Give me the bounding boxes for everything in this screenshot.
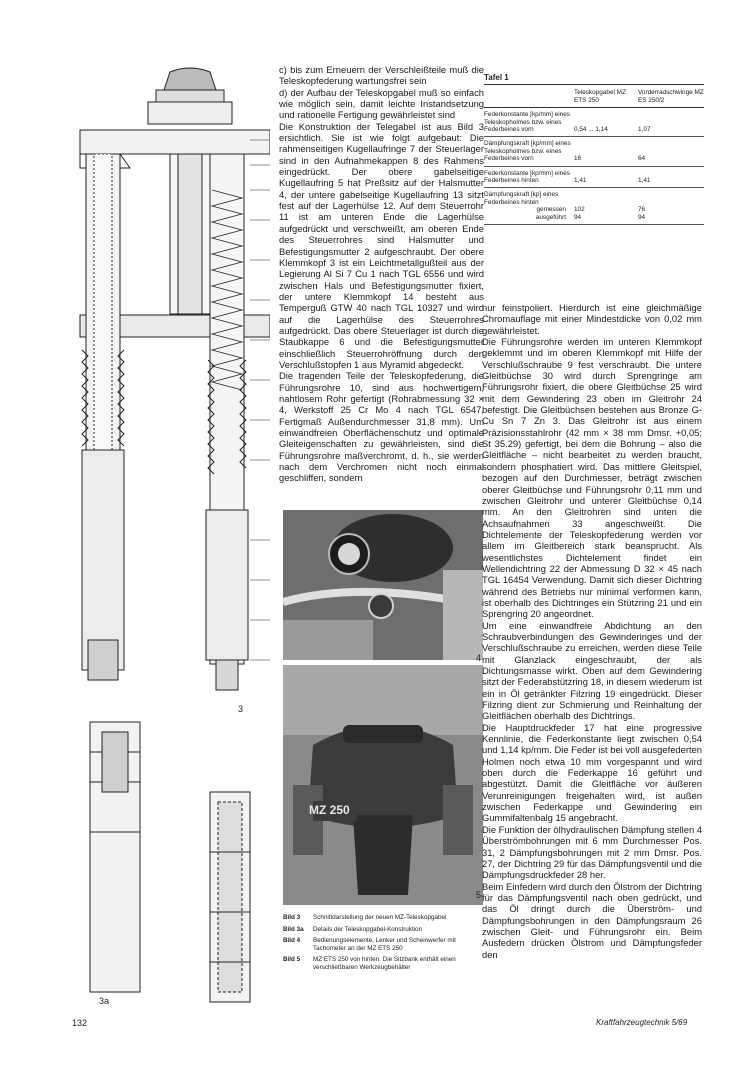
caption-text: Details der Teleskopgabel-Konstruktion: [313, 925, 423, 933]
table-row: [484, 167, 704, 189]
caption-number: Bild 3: [283, 914, 301, 921]
page-number: 132: [72, 1018, 88, 1028]
text-column-middle: [279, 64, 484, 484]
table-cell: 1,41: [638, 177, 651, 185]
table-header: [484, 84, 704, 108]
table-row-label: Federkonstante [kp/mm] eines Federbeines hinten: [484, 169, 570, 185]
table-cell: 16: [574, 155, 582, 163]
table-title: Tafel 1: [484, 73, 509, 82]
caption-text: Schnittdarstellung der neuen MZ-Teleskopgabel: [313, 914, 447, 921]
fork-cross-section-drawing: [60, 60, 270, 700]
paragraph: Die Funktion der ölhydraulischen Dämpfung stellen 4 Überströmbohrungen mit 6 mm Durchmesser Pos. 31, 2 Dämpfungsbohrungen mit 2 mm Dmsr. Pos. 27, der Dichtring 29 für das Dämpfungsventil und die Dämpfungsdruckfeder 28 her.: [482, 823, 702, 881]
table-subrow-label: gemessen: [536, 206, 566, 214]
table-header-cell: Vorderradschwinge MZ ES 250/2: [638, 89, 704, 104]
paragraph: d) der Aufbau der Teleskopgabel muß so einfach wie möglich sein, damit leichte Instandsetzung und rationelle Fertigung gewährleistet sind: [279, 86, 484, 121]
caption-row: [283, 926, 483, 934]
paragraph: Beim Einfedern wird durch den Ölstrom der Dichtring für das Dämpfungsventil nach oben gedrückt, und das Öl dringt durch die Überström- und Dämpfungsbohrungen in den Dämpfungsraum 26 zwischen Gleit- und Führungsrohr ein. Beim Ausfedern drücken Ölstrom und Dämpfungsfeder den: [482, 880, 702, 960]
caption-number: Bild 5: [283, 956, 301, 964]
paragraph: c) bis zum Erneuern der Verschleißteile muß die Teleskopfederung wartungsfrei sein: [279, 64, 484, 87]
paragraph: Die tragenden Teile der Teleskopfederung, die Führungsrohre 10, sind aus hochwertigem, nahtlosem Rohr gefertigt (Rohrabmessung 32 × 4, Werkstoff 25 Cr Mo 4 nach TGL 6547, Fertigmaß Außendurchmesser 31,8 mm). Um einwandfreien Oberflächenschutz und optimale Gleiteigenschaften zu gewährleisten, sind die Führungsrohre maßverchromt, d. h., sie werden nach dem Verchromen nicht noch einmal geschliffen, sondern: [279, 370, 484, 484]
figure-3-drawing: [60, 60, 270, 700]
caption-row: [283, 956, 483, 971]
table-row-label: Dämpfungskraft [kp] eines Federbeines hinten: [484, 191, 559, 206]
figure-5-photo: [283, 665, 483, 905]
caption-number: Bild 4: [283, 937, 301, 945]
fork-detail-drawing: [80, 712, 260, 1012]
caption-number: Bild 3a: [283, 925, 304, 933]
table-cell: 1,41: [574, 177, 587, 185]
figure-3a-number: 3a: [99, 996, 110, 1006]
table-header-cell: [484, 89, 574, 104]
table-cell: 0,54 ... 1,14: [574, 126, 608, 134]
paragraph: Um eine einwandfreie Abdichtung an den Schraubverbindungen des Gewinderinges und der Verschlußschraube zu erreichen, werden diese Teile mit Glanzlack eingeschraubt, der als Dichtungsmasse wirkt. Oben auf dem Gewindering sitzt der Federabstützring 18, in diesem wiederum ist ein in Öl getränkter Filzring 19 eingedrückt. Dieser Filzring dient zur Schmierung und Reinhaltung der Gleitflächen oberhalb des Dichtrings.: [482, 619, 702, 722]
motorcycle-rear-photo-illustration: [283, 665, 483, 905]
figure-3a-drawing: [80, 712, 260, 1012]
table-cell: 1,07: [638, 126, 651, 134]
table-row-label: Federkonstante [kp/mm] eines Teleskopholmes bzw. eines Federbeines vorn: [484, 111, 570, 134]
table-cell: 102: [574, 206, 585, 214]
figure-5-number: 5: [476, 890, 482, 900]
caption-text: MZ ETS 250 von hinten. Die Sitzbank enthält einen verschließbaren Werkzeugbehälter: [313, 956, 456, 971]
paragraph: Die Führungsrohre werden im unteren Klemmkopf geklemmt und im oberen Klemmkopf mit Hilfe der Verschlußschraube 9 fest verschraubt. Die untere Gleitbüchse 30 wird durch Sprengringe am Führungsrohr fixiert, die obere Gleitbüchse 25 wird mit dem Gewindering 23 oben im Gleitrohr 24 befestigt. Die Gleitbüchsen bestehen aus Bronze G-Cu Sn 7 Zn 3. Das Gleitrohr ist aus einem Präzisionsstahlrohr (42 mm × 38 mm Dmsr. +0,05; St 35.29) gefertigt, bei dem die Bohrung – also die Gleitfläche – nicht bearbeitet zu werden braucht, sondern phosphatiert wird. Das mittlere Gleitspiel, bezogen auf den Durchmesser, beträgt zwischen oberer Gleitbüchse und Führungsrohr 0,11 mm und zwischen Gleitrohr und unterer Gleitbüchse 0,14 mm. An den Gleitrohren sind unten die Achsaufnahmen 33 angeschweißt. Die Dichtelemente der Teleskopfederung werden vor allem im Gleitbereich stark beansprucht. Als wesentlichstes Dichtelement findet ein Wellendichtring 22 der Abmessung D 32 × 45 nach TGL 16454 Verwendung. Damit sich dieser Dichtring während des Betriebs nur minimal verformen kann, ist oberhalb des Dichtringes ein Stützring 21 und ein Sprengring 20 angeordnet.: [482, 336, 702, 620]
handlebar-photo-illustration: [283, 510, 483, 660]
table-row: [484, 108, 704, 137]
license-plate-text: MZ 250: [309, 803, 350, 817]
table-subrow-label: ausgeführt: [535, 213, 566, 221]
caption-row: [283, 937, 483, 952]
caption-row: [283, 914, 483, 922]
paragraph: nur feinstpoliert. Hierdurch ist eine gleichmäßige Chromauflage mit einer Mindestdicke von 0,02 mm gewährleistet.: [482, 302, 702, 336]
text-column-right: [482, 302, 702, 960]
paragraph: Die Konstruktion der Telegabel ist aus Bild 3 ersichtlich. Sie ist wie folgt aufgebaut: Die rahmenseitigen Kugellaufringe 7 der Steuerlager sind in den Aufnahmekappen 8 des Rahmens eingedrückt. Der obere gabelseitige Kugellaufring 5 hat Preßsitz auf der Halsmutter 4, der untere gabelseitige Kugellaufring 13 sitzt fest auf der Lagerhülse 12. Auf dem Steuerrohr 11 ist am unteren Ende die Lagerhülse aufgedrückt und verschweißt, am oberen Ende des Steuerrohres sind Halsmutter und Befestigungsmutter 2 aufgeschraubt. Der obere Klemmkopf 3 ist ein Leichtmetallgußteil aus der Legierung Al Si 7 Cu 1 nach TGL 6556 und wird zwischen Hals und Befestigungsmutter fixiert, der untere Klemmkopf 14 besteht aus Temperguß GTW 40 nach TGL 10327 und wird auf die Lagerhülse des Steuerrohres aufgedrückt. Das obere Steuerlager ist durch die Staubkappe 6 und die Befestigungsmutter einschließlich Steuerrohröffnung durch den Verschlußstopfen 1 aus Myramid abgedeckt.: [279, 120, 484, 370]
caption-text: Bedienungselemente, Lenker und Scheinwerfer mit Tachometer an der MZ ETS 250: [313, 937, 456, 952]
table-row: [484, 188, 704, 225]
figure-4-photo: [283, 510, 483, 660]
table-row-label: Dämpfungskraft [kp/mm] eines Teleskopholmes bzw. eines Federbeines vorn: [484, 140, 571, 163]
journal-reference: Kraftfahrzeugtechnik 5/69: [596, 1018, 688, 1027]
data-table: [484, 74, 704, 225]
table-cell: 94: [574, 213, 582, 221]
figure-3-number: 3: [238, 704, 244, 714]
table-cell: 76: [638, 206, 646, 214]
paragraph: Die Hauptdruckfeder 17 hat eine progressive Kennlinie, die Federkonstante liegt zwischen 0,54 und 1,14 kp/mm. Die Feder ist bei voll ausgefederten Holmen noch etwa 10 mm vorgespannt und wird oben durch die Federkappe 16 geführt und abgestützt. Damit die Gleitfläche vor äußeren Verunreinigungen freigehalten wird, ist außen zwischen Federkappe und Gewindering ein Gummifaltenbalg 15 angebracht.: [482, 721, 702, 824]
table-cell: 64: [638, 155, 646, 163]
figure-captions: [283, 914, 483, 976]
figure-4-number: 4: [476, 653, 482, 663]
table-cell: 94: [638, 213, 646, 221]
table-header-cell: Teleskopgabel MZ ETS 250: [574, 89, 626, 104]
table-row: [484, 137, 704, 166]
